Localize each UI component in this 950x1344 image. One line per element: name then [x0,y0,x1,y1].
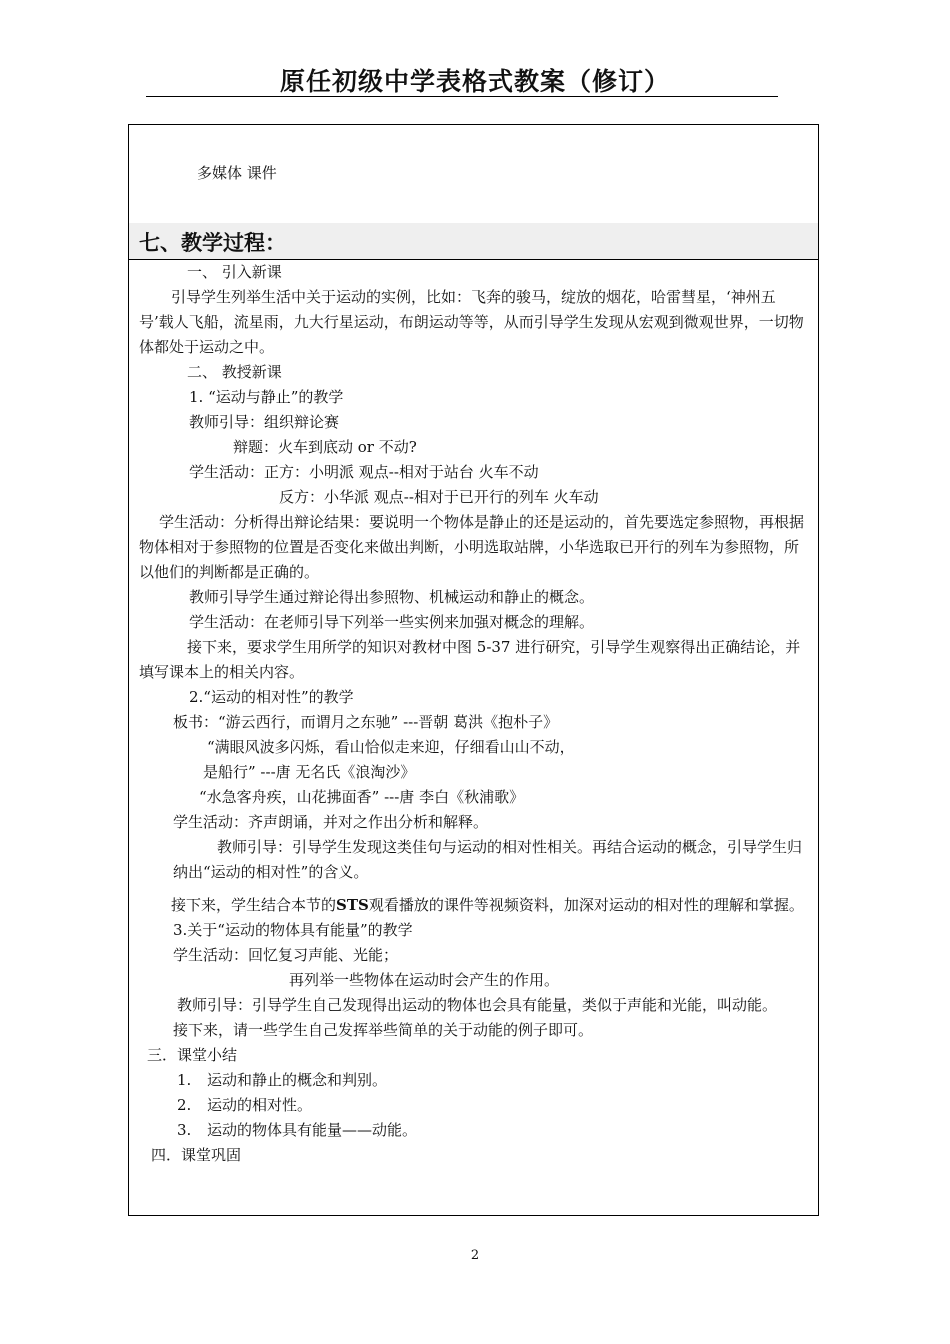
heading-intro: 一、 引入新课 [187,263,282,281]
paragraph-intro: 引导学生列举生活中关于运动的实例，比如：飞奔的骏马，绽放的烟花，哈雷彗星，‘神州五号’载人飞船，流星雨，九大行星运动，布朗运动等等，从而引导学生发现从宏观到微观世界，一切物体都处于运动之中。 [139,288,804,356]
text-examples: 学生活动：在老师引导下列举一些实例来加强对概念的理解。 [189,613,595,631]
heading-summary: 三．课堂小结 [147,1046,238,1064]
section-header [129,223,818,260]
process-content [139,260,810,1168]
media-text: 多媒体 课件 [197,164,277,182]
text-poem-line-1: “满眼风波多闪烁，看山恰似走来迎，仔细看山山不动， [207,738,575,756]
paragraph-figure-study: 接下来，要求学生用所学的知识对教材中图 5-37 进行研究，引导学生观察得出正确结论，并填写课本上的相关内容。 [139,638,801,681]
text-affirmative: 学生活动：正方：小明派 观点--相对于站台 火车不动 [189,463,539,481]
text-negative: 反方：小华派 观点--相对于已开行的列车 火车动 [279,488,599,506]
text-blackboard: 板书：“游云西行，而谓月之东驰” ---晋朝 葛洪《抱朴子》 [173,713,559,731]
page-title: 原任初级中学表格式教案（修订） [279,67,670,96]
text-teacher-guide: 教师引导：组织辩论赛 [189,413,340,431]
title-underline [146,96,778,97]
lesson-table [128,124,819,1216]
section-title: 七、教学过程： [139,231,286,255]
text-list-effects: 再列举一些物体在运动时会产生的作用。 [289,971,560,989]
text-poem-line-2: 是船行” ---唐 无名氏《浪淘沙》 [203,763,416,781]
summary-item: 1. 运动和静止的概念和判别。 [177,1071,388,1089]
paragraph-relativity-guide: 教师引导：引导学生发现这类佳句与运动的相对性相关。再结合运动的概念，引导学生归纳出“运动的相对性”的含义。 [173,838,803,881]
paragraph-sts [139,893,810,918]
text-recite: 学生活动：齐声朗诵，并对之作出分析和解释。 [173,813,489,831]
text-sts-a: 接下来，学生结合本节的 [171,896,337,914]
paragraph-energy-guide: 教师引导：引导学生自己发现得出运动的物体也会具有能量，类似于声能和光能，叫动能。 [177,996,778,1014]
summary-item: 3. 运动的物体具有能量——动能。 [177,1121,418,1139]
text-sts-b: STS [336,896,369,914]
text-debate-topic: 辩题：火车到底动 or 不动? [233,438,417,456]
page-number: 2 [470,1248,480,1263]
heading-consolidation: 四．课堂巩固 [151,1146,242,1164]
text-review: 学生活动：回忆复习声能、光能； [173,946,399,964]
subheading-energy: 3.关于“运动的物体具有能量”的教学 [173,921,413,939]
text-poem-line-3: “水急客舟疾，山花拂面香” ---唐 李白《秋浦歌》 [199,788,525,806]
summary-item: 2. 运动的相对性。 [177,1096,313,1114]
text-energy-examples: 接下来，请一些学生自己发挥举些简单的关于动能的例子即可。 [173,1021,594,1039]
text-sts-c: 观看播放的课件等视频资料，加深对运动的相对性的理解和掌握。 [368,896,804,914]
text-concepts: 教师引导学生通过辩论得出参照物、机械运动和静止的概念。 [189,588,595,606]
subheading-motion-rest: 1. “运动与静止”的教学 [189,388,344,406]
media-cell [129,125,818,224]
heading-new-lesson: 二、 教授新课 [187,363,282,381]
paragraph-debate-result: 学生活动：分析得出辩论结果：要说明一个物体是静止的还是运动的，首先要选定参照物，再根据物体相对于参照物的位置是否变化来做出判断，小明选取站牌，小华选取已开行的列车为参照物，所以他们的判断都是正确的。 [139,513,805,581]
subheading-relativity: 2.“运动的相对性”的教学 [189,688,354,706]
